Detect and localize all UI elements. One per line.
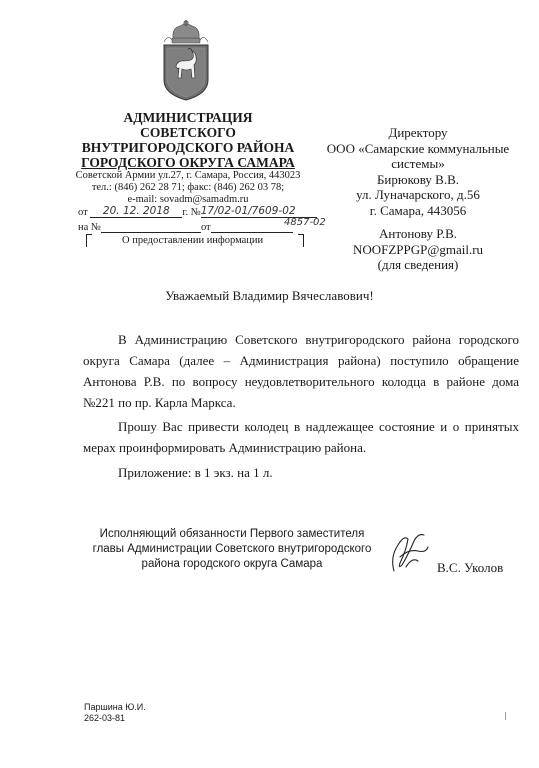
number-label: № xyxy=(190,207,201,218)
paragraph-1: В Администрацию Советского внутригородского района городского округа Самара (далее – Администрация района) поступило обращение Антонова Р.В. по вопросу неудовлетворительного колодца в районе дома №221 по пр. Карла Маркса. xyxy=(83,332,519,410)
greeting: Уважаемый Владимир Вячеславович! xyxy=(165,288,374,303)
signatory-name: В.С. Уколов xyxy=(437,560,504,575)
org-line: СОВЕТСКОГО xyxy=(140,125,236,140)
recipient-line: г. Самара, 443056 xyxy=(369,202,467,218)
attachment-note: Приложение: в 1 экз. на 1 л. xyxy=(118,465,273,480)
org-line: ВНУТРИГОРОДСКОГО РАЙОНА xyxy=(81,140,295,155)
paragraph-2: Прошу Вас привести колодец в надлежащее состояние и о принятых мерах проинформировать Администрацию района. xyxy=(83,419,519,455)
signatory-title-line: Исполняющий обязанности Первого заместителя xyxy=(99,528,365,540)
executor-phone: 262-03-81 xyxy=(84,713,126,723)
executor-name: Паршина Ю.И. xyxy=(84,702,146,712)
sender-organization xyxy=(70,110,306,170)
address-line: тел.: (846) 262 28 71; факс: (846) 262 03 78; xyxy=(91,182,285,193)
copy-recipient-line: NOOFZPPGP@gmail.ru xyxy=(352,241,484,257)
ref-from-label: от xyxy=(200,222,211,233)
subject-bracket-right xyxy=(298,234,304,247)
margin-mark xyxy=(505,712,511,720)
sender-address xyxy=(70,170,306,206)
executor-info xyxy=(84,702,146,724)
subject-text: О предоставлении информации xyxy=(122,235,264,246)
registration-line xyxy=(78,205,317,218)
letter-number: 17/02-01/7609-02 xyxy=(201,205,317,218)
letter-date: 20. 12. 2018 xyxy=(90,205,182,218)
signatory-title-line: района городского округа Самара xyxy=(141,558,323,570)
reference-line xyxy=(78,220,293,233)
signatory-title-line: главы Администрации Советского внутригородского xyxy=(92,543,372,555)
subject-line xyxy=(86,234,304,248)
recipient-line: Директору xyxy=(388,125,448,140)
signatory-title xyxy=(82,527,382,572)
recipient-line: ООО «Самарские коммунальные xyxy=(326,140,510,156)
address-line: Советской Армии ул.27, г. Самара, Россия, 443023 xyxy=(75,170,301,181)
letter-body xyxy=(83,329,519,413)
from-label: от xyxy=(78,207,88,218)
handwritten-signature-icon xyxy=(384,527,432,575)
ref-number-label: на № xyxy=(78,222,101,233)
subject-bracket-left xyxy=(86,234,92,247)
year-suffix: г. xyxy=(182,207,189,218)
ref-handwritten-number: 4857-02 xyxy=(284,217,326,228)
recipient-line: ул. Луначарского, д.56 xyxy=(356,187,480,202)
copy-recipient-line: Антонову Р.В. xyxy=(378,226,458,241)
letter-body-3 xyxy=(83,462,519,483)
ref-date-blank xyxy=(211,220,293,233)
recipient-line: системы» xyxy=(391,156,445,171)
ref-number-blank xyxy=(101,220,201,233)
copy-recipient-line: (для сведения) xyxy=(377,257,459,272)
recipient-block xyxy=(318,125,518,218)
recipient-line: Бирюкову В.В. xyxy=(376,171,460,187)
org-line: АДМИНИСТРАЦИЯ xyxy=(123,110,253,125)
letter-body-2 xyxy=(83,416,519,458)
address-line: e-mail: sovadm@samadm.ru xyxy=(127,194,249,205)
copy-recipient-block xyxy=(318,226,518,273)
samara-coat-of-arms-icon xyxy=(158,20,214,102)
org-line: ГОРОДСКОГО ОКРУГА САМАРА xyxy=(81,155,295,170)
